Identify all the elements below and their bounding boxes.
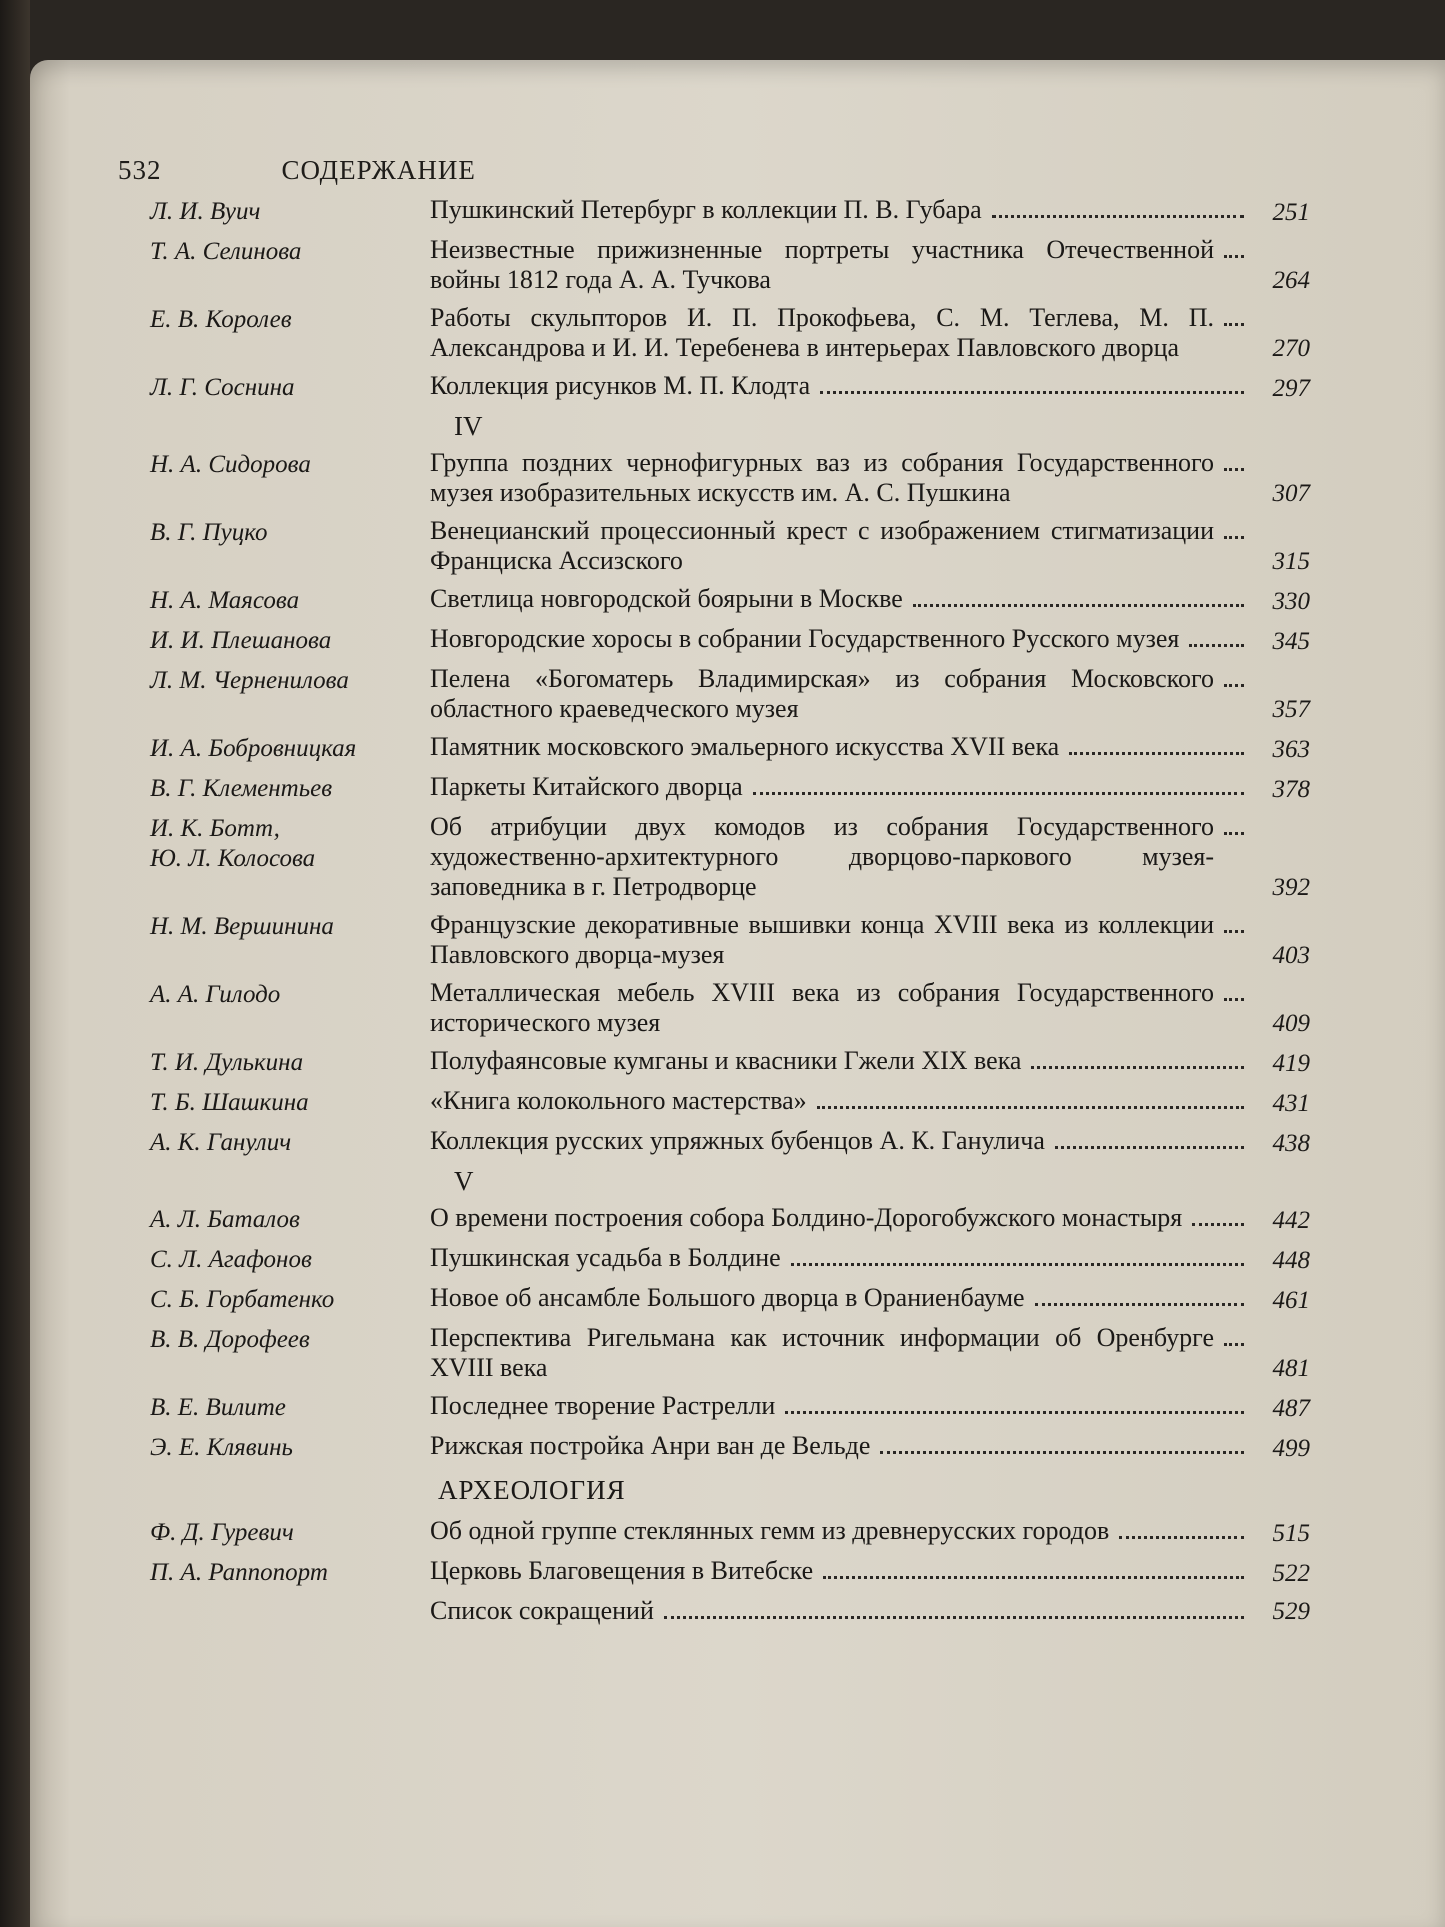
toc-entry — [150, 1391, 1310, 1423]
entry-title — [430, 1086, 1250, 1116]
dot-leader — [1192, 1223, 1244, 1226]
entry-author — [150, 1556, 430, 1588]
toc-group-iv — [150, 448, 1310, 1158]
entry-page-number: 264 — [1272, 267, 1310, 294]
entry-page-number: 251 — [1272, 199, 1310, 226]
toc-entry — [150, 1046, 1310, 1078]
toc-entry — [150, 584, 1310, 616]
entry-title — [430, 584, 1250, 614]
author-name: Е. В. Королев — [150, 306, 292, 333]
dot-leader — [992, 215, 1244, 218]
toc-entry — [150, 448, 1310, 508]
entry-title — [430, 516, 1250, 576]
entry-title — [430, 195, 1250, 225]
entry-author — [150, 1283, 430, 1315]
entry-title — [430, 1323, 1250, 1383]
entry-title — [430, 1046, 1250, 1076]
dot-leader — [1224, 930, 1244, 933]
toc-entry — [150, 516, 1310, 576]
page-header — [118, 155, 476, 186]
author-name: В. В. Дорофеев — [150, 1326, 310, 1353]
entry-title-text: О времени построения собора Болдино-Дорогобужского монастыря — [430, 1203, 1183, 1232]
toc-entry — [150, 1556, 1310, 1588]
entry-author — [150, 664, 430, 696]
toc-entry — [150, 303, 1310, 363]
entry-title — [430, 624, 1250, 654]
entry-page-number: 522 — [1272, 1560, 1310, 1587]
entry-page-number: 442 — [1272, 1207, 1310, 1234]
author-name: В. Г. Клементьев — [150, 775, 333, 802]
entry-title — [430, 303, 1250, 363]
toc-entry — [150, 1283, 1310, 1315]
entry-author — [150, 772, 430, 804]
toc-entry — [150, 624, 1310, 656]
entry-page-number: 357 — [1272, 696, 1310, 723]
author-name: И. К. Ботт, — [150, 815, 280, 842]
entry-title-text: Французские декоративные вышивки конца XVIII века из коллекции Павловского дворца-музея — [430, 910, 1214, 969]
toc-entry — [150, 978, 1310, 1038]
dot-leader — [1224, 468, 1244, 471]
entry-title-text: Рижская постройка Анри ван де Вельде — [430, 1431, 871, 1460]
dot-leader — [785, 1411, 1244, 1414]
entry-author — [150, 1323, 430, 1355]
toc-entry — [150, 1203, 1310, 1235]
entry-author — [150, 732, 430, 764]
entry-author — [150, 371, 430, 403]
dot-leader — [1119, 1536, 1244, 1539]
toc-entry — [150, 371, 1310, 403]
author-name: Л. М. Черненилова — [150, 667, 349, 694]
dot-leader — [820, 391, 1244, 394]
entry-title — [430, 1243, 1250, 1273]
entry-title-text: Коллекция рисунков М. П. Клодта — [430, 371, 811, 400]
entry-page-number: 448 — [1272, 1247, 1310, 1274]
author-name: Н. М. Вершинина — [150, 913, 334, 940]
dot-leader — [753, 792, 1244, 795]
entry-title — [430, 732, 1250, 762]
entry-page-number: 345 — [1272, 628, 1310, 655]
entry-author — [150, 1243, 430, 1275]
dot-leader — [1031, 1066, 1244, 1069]
entry-page-number: 487 — [1272, 1395, 1310, 1422]
toc-entry — [150, 1086, 1310, 1118]
entry-title-text: Полуфаянсовые кумганы и квасники Гжели XIX века — [430, 1046, 1022, 1075]
dot-leader — [1224, 832, 1244, 835]
toc-group-v — [150, 1203, 1310, 1463]
author-name: Ф. Д. Гуревич — [150, 1519, 294, 1546]
entry-title-text: Последнее творение Растрелли — [430, 1391, 776, 1420]
book-spine — [0, 0, 30, 1927]
entry-title — [430, 1391, 1250, 1421]
entry-page-number: 392 — [1272, 874, 1310, 901]
entry-page-number: 297 — [1272, 375, 1310, 402]
dot-leader — [1224, 684, 1244, 687]
dot-leader — [913, 604, 1244, 607]
entry-title — [430, 812, 1250, 902]
dot-leader — [1069, 752, 1244, 755]
dot-leader — [1224, 255, 1244, 258]
entry-page-number: 403 — [1272, 942, 1310, 969]
dot-leader — [880, 1451, 1244, 1454]
entry-title — [430, 910, 1250, 970]
author-name: А. А. Гилодо — [150, 981, 281, 1008]
entry-title — [430, 1556, 1250, 1586]
toc-entry — [150, 772, 1310, 804]
entry-author — [150, 1431, 430, 1463]
dot-leader — [817, 1106, 1244, 1109]
entry-author — [150, 303, 430, 335]
author-name: И. И. Плешанова — [150, 627, 332, 654]
entry-title-text: Работы скульпторов И. П. Прокофьева, С. М. Теглева, М. П. Александрова и И. И. Теребенева в интерьерах Павловского дворца — [430, 303, 1214, 362]
entry-author — [150, 1516, 430, 1548]
entry-page-number: 330 — [1272, 588, 1310, 615]
entry-title-text: Пелена «Богоматерь Владимирская» из собрания Московского областного краеведческого музея — [430, 664, 1214, 723]
section-heading-iv: IV — [454, 411, 483, 441]
table-of-contents — [150, 195, 1310, 1634]
entry-title-text: Паркеты Китайского дворца — [430, 772, 743, 801]
entry-page-number: 499 — [1272, 1435, 1310, 1462]
entry-author — [150, 235, 430, 267]
entry-author — [150, 978, 430, 1010]
toc-entry — [150, 1431, 1310, 1463]
toc-entry — [150, 1126, 1310, 1158]
author-name: А. К. Ганулич — [150, 1129, 292, 1156]
author-name: Л. Г. Соснина — [150, 374, 295, 401]
entry-page-number: 431 — [1272, 1090, 1310, 1117]
entry-author — [150, 1596, 430, 1598]
entry-title — [430, 1431, 1250, 1461]
entry-title-text: Перспектива Ригельмана как источник информации об Оренбурге XVIII века — [430, 1323, 1214, 1382]
toc-entry — [150, 235, 1310, 295]
entry-title-text: Светлица новгородской боярыни в Москве — [430, 584, 903, 613]
entry-title — [430, 1283, 1250, 1313]
entry-title-text: Венецианский процессионный крест с изображением стигматизации Франциска Ассизского — [430, 516, 1214, 575]
author-name: Ю. Л. Колосова — [150, 845, 316, 872]
entry-title — [430, 1516, 1250, 1546]
entry-author — [150, 516, 430, 548]
entry-page-number: 307 — [1272, 480, 1310, 507]
entry-title — [430, 1596, 1250, 1626]
author-name: И. А. Бобровницкая — [150, 735, 357, 762]
entry-page-number: 270 — [1272, 335, 1310, 362]
dot-leader — [1035, 1303, 1244, 1306]
entry-title-text: Памятник московского эмальерного искусства XVII века — [430, 732, 1060, 761]
toc-group-archaeology — [150, 1516, 1310, 1626]
dot-leader — [1224, 323, 1244, 326]
toc-entry — [150, 195, 1310, 227]
entry-title-text: Металлическая мебель XVIII века из собрания Государственного исторического музея — [430, 978, 1214, 1037]
author-name: А. Л. Баталов — [150, 1206, 300, 1233]
dot-leader — [1224, 1343, 1244, 1346]
entry-page-number: 529 — [1272, 1598, 1310, 1625]
author-name: П. А. Раппопорт — [150, 1559, 328, 1586]
entry-author — [150, 1086, 430, 1118]
entry-title — [430, 235, 1250, 295]
entry-page-number: 481 — [1272, 1355, 1310, 1382]
entry-author — [150, 584, 430, 616]
author-name: Т. А. Селинова — [150, 238, 302, 265]
entry-page-number: 363 — [1272, 736, 1310, 763]
author-name: В. Г. Пуцко — [150, 519, 268, 546]
toc-entry — [150, 732, 1310, 764]
entry-title-text: Церковь Благовещения в Витебске — [430, 1556, 814, 1585]
entry-title — [430, 1126, 1250, 1156]
entry-title-text: Новое об ансамбле Большого дворца в Ораниенбауме — [430, 1283, 1025, 1312]
author-name: Э. Е. Клявинь — [150, 1434, 293, 1461]
entry-title-text: Коллекция русских упряжных бубенцов А. К. Ганулича — [430, 1126, 1045, 1155]
author-name: С. Л. Агафонов — [150, 1246, 312, 1273]
dot-leader — [1224, 998, 1244, 1001]
toc-entry — [150, 910, 1310, 970]
toc-entry — [150, 1596, 1310, 1626]
entry-title-text: Пушкинский Петербург в коллекции П. В. Губара — [430, 195, 982, 224]
section-heading-v: V — [454, 1166, 474, 1196]
entry-title — [430, 664, 1250, 724]
entry-author — [150, 448, 430, 480]
author-name: Т. И. Дулькина — [150, 1049, 304, 1076]
toc-entry — [150, 1516, 1310, 1548]
entry-author — [150, 1126, 430, 1158]
entry-page-number: 515 — [1272, 1520, 1310, 1547]
section-heading-archaeology: АРХЕОЛОГИЯ — [438, 1475, 626, 1505]
entry-page-number: 409 — [1272, 1010, 1310, 1037]
entry-title-text: Об одной группе стеклянных гемм из древнерусских городов — [430, 1516, 1110, 1545]
entry-title-text: Пушкинская усадьба в Болдине — [430, 1243, 781, 1272]
toc-entry — [150, 1243, 1310, 1275]
author-name: С. Б. Горбатенко — [150, 1286, 335, 1313]
dot-leader — [823, 1576, 1244, 1579]
entry-page-number: 378 — [1272, 776, 1310, 803]
entry-title-text: Группа поздних чернофигурных ваз из собрания Государственного музея изобразительных искусств им. А. С. Пушкина — [430, 448, 1214, 507]
entry-author — [150, 1046, 430, 1078]
dot-leader — [791, 1263, 1244, 1266]
entry-page-number: 419 — [1272, 1050, 1310, 1077]
entry-title-text: Новгородские хоросы в собрании Государственного Русского музея — [430, 624, 1180, 653]
entry-author — [150, 1391, 430, 1423]
toc-group-top — [150, 195, 1310, 403]
entry-title — [430, 448, 1250, 508]
toc-entry — [150, 812, 1310, 902]
dot-leader — [1055, 1146, 1244, 1149]
entry-author — [150, 812, 430, 874]
entry-title-text: Неизвестные прижизненные портреты участника Отечественной войны 1812 года А. А. Тучкова — [430, 235, 1214, 294]
author-name: Т. Б. Шашкина — [150, 1089, 309, 1116]
author-name: Н. А. Маясова — [150, 587, 300, 614]
entry-title — [430, 978, 1250, 1038]
entry-title-text: Об атрибуции двух комодов из собрания Государственного художественно-архитектурного дворцово-паркового музея-заповедника в г. Петродворце — [430, 812, 1214, 901]
entry-author — [150, 624, 430, 656]
entry-author — [150, 195, 430, 227]
author-name: В. Е. Вилите — [150, 1394, 286, 1421]
entry-title — [430, 1203, 1250, 1233]
entry-page-number: 461 — [1272, 1287, 1310, 1314]
toc-entry — [150, 1323, 1310, 1383]
entry-author — [150, 1203, 430, 1235]
author-name: Н. А. Сидорова — [150, 451, 311, 478]
entry-title-text: «Книга колокольного мастерства» — [430, 1086, 807, 1115]
dot-leader — [1224, 536, 1244, 539]
entry-author — [150, 910, 430, 942]
author-name: Л. И. Вуич — [150, 198, 261, 225]
running-title: СОДЕРЖАНИЕ — [281, 155, 476, 185]
dot-leader — [1189, 644, 1244, 647]
entry-title-text: Список сокращений — [430, 1596, 654, 1625]
entry-title — [430, 371, 1250, 401]
dot-leader — [664, 1616, 1244, 1619]
entry-title — [430, 772, 1250, 802]
entry-page-number: 315 — [1272, 548, 1310, 575]
toc-entry — [150, 664, 1310, 724]
entry-page-number: 438 — [1272, 1130, 1310, 1157]
page-number: 532 — [118, 155, 162, 185]
